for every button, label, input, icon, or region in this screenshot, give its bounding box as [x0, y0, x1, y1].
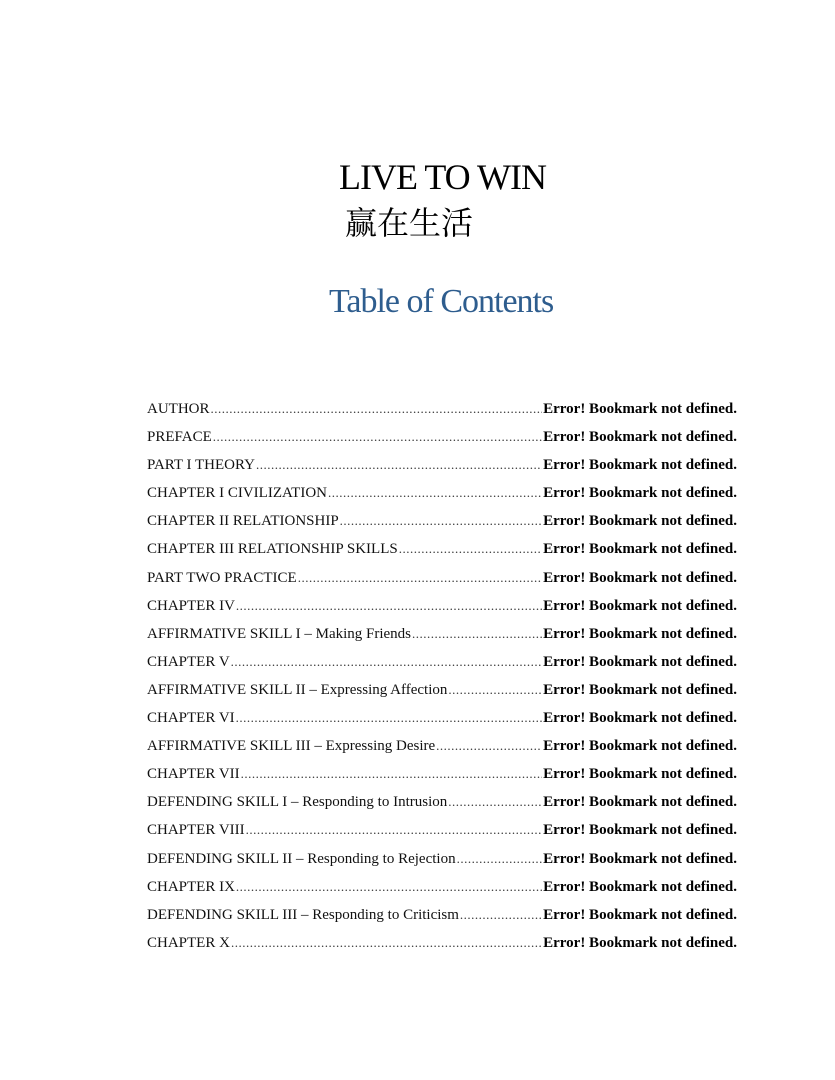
toc-entry-label: CHAPTER X: [147, 934, 230, 951]
toc-entry[interactable]: [147, 535, 737, 563]
toc-entry-label: DEFENDING SKILL II – Responding to Rejection: [147, 850, 456, 867]
toc-entry[interactable]: [147, 676, 737, 704]
toc-entry-label: DEFENDING SKILL I – Responding to Intrusion: [147, 794, 448, 811]
toc-entry-page-ref: Error! Bookmark not defined.: [543, 906, 737, 923]
toc-entry-label: PART I THEORY: [147, 457, 256, 474]
toc-entry[interactable]: [147, 451, 737, 479]
toc-entry-label: CHAPTER V: [147, 653, 230, 670]
toc-dot-leader: [236, 704, 542, 732]
toc-entry-label: CHAPTER IX: [147, 878, 235, 895]
toc-entry-page-ref: Error! Bookmark not defined.: [543, 513, 737, 530]
toc-entry[interactable]: [147, 620, 737, 648]
toc-entry-label: CHAPTER VII: [147, 766, 240, 783]
toc-entry-label: AFFIRMATIVE SKILL III – Expressing Desire: [147, 738, 436, 755]
toc-entry[interactable]: [147, 479, 737, 507]
toc-entry[interactable]: [147, 507, 737, 535]
table-of-contents: [147, 395, 737, 957]
toc-dot-leader: [231, 648, 542, 676]
toc-entry[interactable]: [147, 592, 737, 620]
toc-entry[interactable]: [147, 648, 737, 676]
toc-dot-leader: [457, 845, 543, 873]
toc-entry[interactable]: [147, 732, 737, 760]
toc-entry-label: AUTHOR: [147, 401, 210, 417]
toc-entry-page-ref: Error! Bookmark not defined.: [543, 597, 737, 614]
document-title: [339, 155, 546, 243]
toc-dot-leader: [241, 760, 542, 788]
toc-entry[interactable]: [147, 704, 737, 732]
toc-entry-page-ref: Error! Bookmark not defined.: [543, 485, 737, 502]
toc-dot-leader: [448, 788, 542, 816]
toc-entry-page-ref: Error! Bookmark not defined.: [543, 766, 737, 783]
toc-entry-label: CHAPTER VIII: [147, 822, 245, 839]
toc-entry-page-ref: Error! Bookmark not defined.: [543, 457, 737, 474]
toc-entry[interactable]: [147, 564, 737, 592]
toc-dot-leader: [256, 451, 542, 479]
toc-dot-leader: [399, 535, 542, 563]
toc-entry[interactable]: [147, 788, 737, 816]
toc-heading: Table of Contents: [329, 283, 554, 320]
toc-entry-label: CHAPTER IV: [147, 597, 235, 614]
toc-entry-page-ref: Error! Bookmark not defined.: [543, 625, 737, 642]
toc-entry-label: CHAPTER III RELATIONSHIP SKILLS: [147, 541, 398, 558]
toc-entry[interactable]: [147, 873, 737, 901]
toc-entry-page-ref: Error! Bookmark not defined.: [543, 794, 737, 811]
toc-dot-leader: [460, 901, 542, 929]
toc-entry-page-ref: Error! Bookmark not defined.: [543, 429, 737, 446]
toc-entry-page-ref: Error! Bookmark not defined.: [543, 653, 737, 670]
toc-entry-page-ref: Error! Bookmark not defined.: [543, 878, 737, 895]
toc-entry-page-ref: Error! Bookmark not defined.: [543, 822, 737, 839]
toc-entry-label: CHAPTER VI: [147, 710, 235, 727]
toc-dot-leader: [328, 479, 542, 507]
toc-entry-page-ref: Error! Bookmark not defined.: [543, 850, 737, 867]
toc-entry-label: CHAPTER I CIVILIZATION: [147, 485, 327, 502]
toc-entry-label: AFFIRMATIVE SKILL I – Making Friends: [147, 625, 412, 642]
toc-entry-page-ref: Error! Bookmark not defined.: [543, 569, 737, 586]
toc-entry[interactable]: [147, 760, 737, 788]
toc-entry-page-ref: Error! Bookmark not defined.: [543, 681, 737, 698]
title-chinese: 赢在生活: [345, 204, 474, 242]
toc-dot-leader: [213, 423, 542, 451]
toc-entry-label: AFFIRMATIVE SKILL II – Expressing Affection: [147, 681, 448, 698]
toc-entry[interactable]: [147, 845, 737, 873]
toc-entry-label: PART TWO PRACTICE: [147, 569, 297, 586]
toc-dot-leader: [448, 676, 542, 704]
toc-entry-page-ref: Error! Bookmark not defined.: [543, 934, 737, 951]
toc-dot-leader: [412, 620, 542, 648]
toc-dot-leader: [436, 732, 542, 760]
toc-entry-page-ref: Error! Bookmark not defined.: [543, 710, 737, 727]
toc-entry-label: CHAPTER II RELATIONSHIP: [147, 513, 339, 530]
toc-dot-leader: [231, 929, 542, 957]
toc-dot-leader: [211, 395, 543, 423]
toc-entry[interactable]: [147, 395, 737, 423]
toc-dot-leader: [246, 816, 542, 844]
toc-entry[interactable]: [147, 816, 737, 844]
toc-dot-leader: [236, 592, 542, 620]
toc-entry-page-ref: Error! Bookmark not defined.: [543, 401, 737, 417]
toc-dot-leader: [236, 873, 542, 901]
toc-entry-label: DEFENDING SKILL III – Responding to Criticism: [147, 906, 459, 923]
toc-dot-leader: [340, 507, 542, 535]
toc-entry-page-ref: Error! Bookmark not defined.: [543, 738, 737, 755]
toc-dot-leader: [298, 564, 542, 592]
toc-entry[interactable]: [147, 929, 737, 957]
toc-entry-label: PREFACE: [147, 429, 212, 446]
toc-entry-page-ref: Error! Bookmark not defined.: [543, 541, 737, 558]
toc-entry[interactable]: [147, 901, 737, 929]
title-english: LIVE TO WIN: [339, 157, 546, 197]
toc-entry[interactable]: [147, 423, 737, 451]
